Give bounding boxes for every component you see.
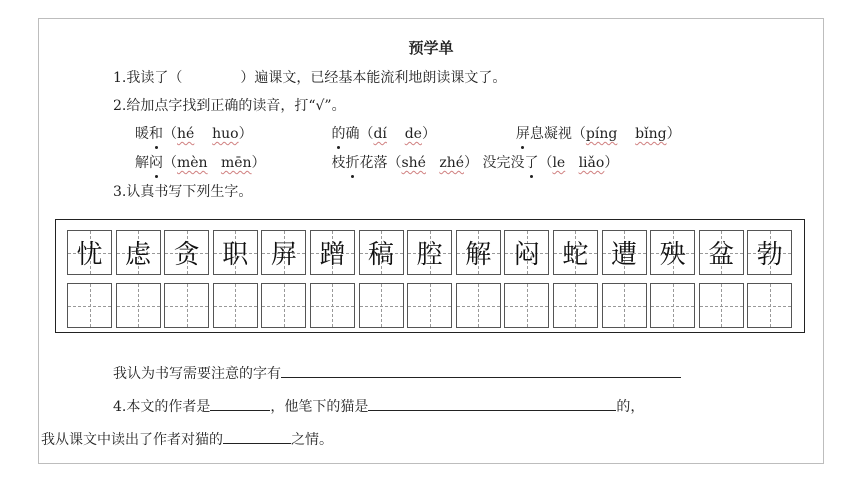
cat-description-blank[interactable] — [368, 396, 616, 411]
practice-cell[interactable] — [747, 283, 792, 328]
practice-cell[interactable] — [359, 283, 404, 328]
question-4-continued — [41, 429, 333, 449]
author-blank[interactable] — [210, 396, 270, 411]
character-cell: 蛇 — [553, 230, 598, 275]
character-cell: 解 — [456, 230, 501, 275]
character-cell: 职 — [213, 230, 258, 275]
pinyin-row-1 — [135, 123, 681, 143]
character-writing-grid — [55, 219, 805, 333]
character-cell: 稿 — [359, 230, 404, 275]
character-cell: 殃 — [650, 230, 695, 275]
dotted-char: 和 — [149, 123, 163, 143]
question-4-text-b: ，他笔下的猫是 — [270, 399, 369, 415]
practice-cell[interactable] — [261, 283, 306, 328]
question-4-text-c: 的， — [616, 399, 645, 415]
pinyin-item: 没完没了（le liǎo） — [482, 152, 618, 172]
question-3: 3.认真书写下列生字。 — [113, 184, 253, 200]
pinyin-option[interactable]: de — [404, 126, 422, 142]
pinyin-item: 解闷（mèn mēn） — [135, 152, 327, 172]
practice-cell[interactable] — [650, 283, 695, 328]
dotted-char: 折 — [345, 152, 359, 172]
practice-cell[interactable] — [164, 283, 209, 328]
page-title: 预学单 — [408, 39, 454, 57]
pinyin-option[interactable]: hé — [177, 126, 195, 142]
question-1-text-b: ）遍课文，已经基本能流利地朗读课文了。 — [240, 70, 507, 86]
character-cell: 盆 — [699, 230, 744, 275]
pinyin-row-2 — [135, 152, 618, 172]
character-cell: 腔 — [407, 230, 452, 275]
character-cell: 贪 — [164, 230, 209, 275]
dotted-char: 了 — [524, 152, 538, 172]
dotted-char: 的 — [331, 123, 345, 143]
character-cell: 闷 — [504, 230, 549, 275]
pinyin-option[interactable]: huo — [212, 126, 239, 142]
pinyin-item: 的确（dí de） — [331, 123, 511, 143]
pinyin-option[interactable]: le — [552, 155, 566, 171]
pinyin-option[interactable]: bǐng — [635, 126, 667, 142]
question-4-text-d: 我从课文中读出了作者对猫的 — [41, 432, 223, 448]
question-1-text-a: 1.我读了（ — [113, 70, 183, 86]
pinyin-option[interactable]: dí — [373, 126, 387, 142]
practice-cell[interactable] — [602, 283, 647, 328]
character-cell: 屏 — [261, 230, 306, 275]
pinyin-option[interactable]: zhé — [439, 155, 464, 171]
practice-cell[interactable] — [67, 283, 112, 328]
feeling-blank[interactable] — [223, 429, 291, 444]
character-row — [67, 230, 796, 275]
note-text: 我认为书写需要注意的字有 — [113, 366, 281, 382]
practice-cell[interactable] — [116, 283, 161, 328]
practice-row — [67, 283, 796, 328]
worksheet-page — [38, 18, 824, 464]
pinyin-option[interactable]: mèn — [177, 155, 208, 171]
dotted-char: 闷 — [149, 152, 163, 172]
pinyin-item: 枝折花落（shé zhé） — [331, 152, 478, 172]
practice-cell[interactable] — [213, 283, 258, 328]
question-2: 2.给加点字找到正确的读音，打“√”。 — [113, 98, 346, 114]
question-4-text-a: 4.本文的作者是 — [113, 399, 211, 415]
character-cell: 虑 — [116, 230, 161, 275]
practice-cell[interactable] — [407, 283, 452, 328]
practice-cell[interactable] — [699, 283, 744, 328]
character-cell: 蹭 — [310, 230, 355, 275]
dotted-char: 屏 — [516, 123, 530, 143]
practice-cell[interactable] — [456, 283, 501, 328]
pinyin-item: 暖和（hé huo） — [135, 123, 327, 143]
practice-cell[interactable] — [504, 283, 549, 328]
question-4 — [113, 396, 644, 416]
character-cell: 遭 — [602, 230, 647, 275]
question-4-text-e: 之情。 — [291, 432, 333, 448]
pinyin-option[interactable]: liǎo — [578, 155, 605, 171]
pinyin-option[interactable]: mēn — [220, 155, 252, 171]
pinyin-option[interactable]: shé — [401, 155, 426, 171]
pinyin-item: 屏息凝视（píng bǐng） — [516, 123, 681, 143]
pinyin-option[interactable]: píng — [585, 126, 618, 142]
character-cell: 忧 — [67, 230, 112, 275]
note-answer-blank[interactable] — [281, 363, 681, 378]
practice-cell[interactable] — [553, 283, 598, 328]
note-line — [113, 363, 681, 383]
character-cell: 勃 — [747, 230, 792, 275]
practice-cell[interactable] — [310, 283, 355, 328]
question-1 — [113, 67, 506, 87]
